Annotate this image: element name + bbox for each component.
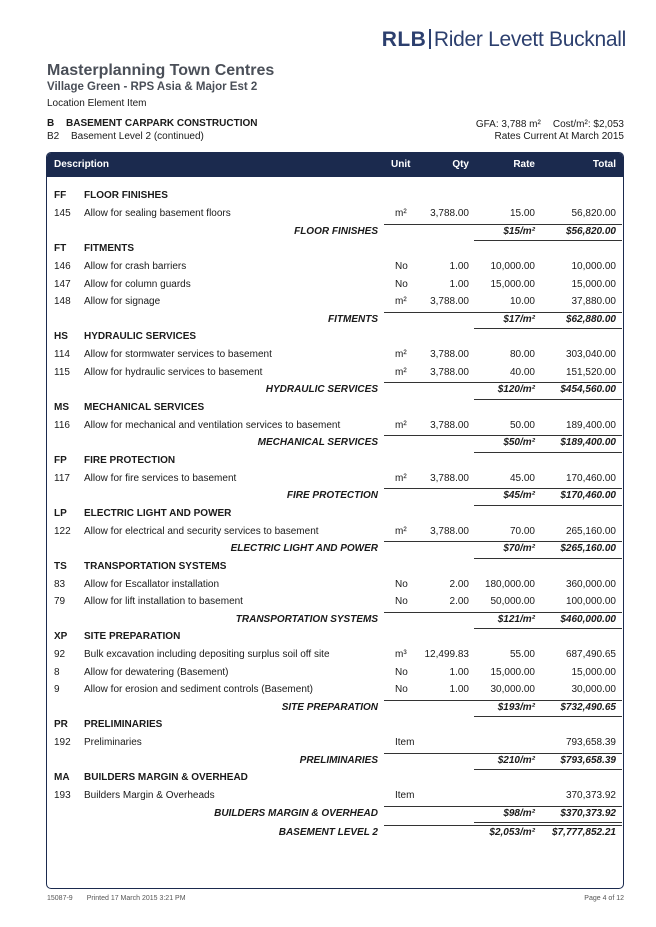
item-total: 170,460.00	[565, 472, 616, 484]
item-unit: m²	[395, 349, 407, 360]
subtotal-total: $460,000.00	[560, 613, 616, 625]
item-description: Allow for column guards	[84, 278, 191, 290]
item-description: Allow for stormwater services to basement	[84, 349, 272, 360]
group-name: FIRE PROTECTION	[84, 454, 176, 466]
group-subtotal	[47, 382, 623, 400]
group-code: FF	[54, 190, 67, 201]
item-number: 83	[54, 578, 66, 590]
subtotal-label: MECHANICAL SERVICES	[257, 437, 378, 448]
page-number: Page 4 of 12	[584, 895, 624, 902]
column-header-total: Total	[592, 159, 616, 170]
subtotal-label: HYDRAULIC SERVICES	[265, 384, 378, 395]
item-total: 189,400.00	[565, 419, 616, 431]
item-qty: 3,788.00	[430, 472, 469, 484]
item-rate: 15,000.00	[490, 278, 535, 290]
group-heading	[47, 329, 623, 347]
item-total: 100,000.00	[565, 596, 616, 607]
group-code: TS	[54, 560, 67, 572]
group-name: SITE PREPARATION	[84, 631, 181, 642]
group-subtotal	[47, 700, 623, 718]
item-number: 117	[54, 472, 70, 484]
item-total: 15,000.00	[571, 666, 616, 678]
subtotal-label: SITE PREPARATION	[281, 701, 378, 713]
item-description: Builders Margin & Overheads	[84, 790, 215, 801]
item-qty: 2.00	[449, 596, 469, 607]
subtotal-rate: $15/m²	[503, 225, 535, 237]
group-subtotal	[47, 753, 623, 771]
subtotal-total: $454,560.00	[560, 384, 616, 395]
item-unit: m²	[395, 472, 407, 484]
subtotal-rate: $193/m²	[497, 701, 535, 713]
item-unit: No	[395, 596, 408, 607]
report-title: Masterplanning Town Centres	[47, 62, 275, 79]
item-unit: m²	[395, 366, 407, 378]
group-subtotal	[47, 806, 623, 824]
table-row	[47, 277, 623, 295]
item-qty: 3,788.00	[430, 525, 469, 537]
item-unit: m²	[395, 419, 407, 431]
group-name: MECHANICAL SERVICES	[84, 401, 205, 413]
group-heading	[47, 559, 623, 577]
group-name: ELECTRIC LIGHT AND POWER	[84, 507, 232, 519]
table-header	[47, 153, 623, 177]
item-total: 265,160.00	[565, 525, 616, 537]
subtotal-rate: $45/m²	[503, 490, 535, 501]
item-description: Allow for lift installation to basement	[84, 596, 243, 607]
item-description: Allow for signage	[84, 296, 161, 307]
item-qty: 1.00	[449, 684, 469, 695]
item-qty: 3,788.00	[430, 296, 469, 307]
item-rate: 15,000.00	[490, 666, 535, 678]
group-subtotal	[47, 541, 623, 559]
group-code: MA	[54, 772, 70, 783]
item-number: 79	[54, 596, 66, 607]
table-row	[47, 682, 623, 700]
item-description: Allow for hydraulic services to basement	[84, 366, 263, 378]
table-row	[47, 418, 623, 436]
subtotal-rate: $120/m²	[497, 384, 535, 395]
item-rate: 15.00	[509, 208, 535, 219]
subtotal-label: BUILDERS MARGIN & OVERHEAD	[214, 807, 378, 819]
item-rate: 40.00	[509, 366, 535, 378]
subtotal-rate: $50/m²	[503, 437, 535, 448]
subtotal-rate: $121/m²	[497, 613, 535, 625]
table-row	[47, 647, 623, 665]
subtotal-total: $732,490.65	[560, 701, 616, 713]
item-total: 37,880.00	[571, 296, 616, 307]
group-heading	[47, 188, 623, 206]
item-unit: Item	[395, 737, 415, 748]
location-line: Location Element Item	[47, 98, 147, 109]
table-row	[47, 735, 623, 753]
item-description: Allow for crash barriers	[84, 261, 187, 272]
table-row	[47, 665, 623, 683]
subsection-heading: B2 Basement Level 2 (continued)	[47, 131, 204, 142]
item-unit: m²	[395, 525, 407, 537]
item-number: 8	[54, 666, 60, 678]
item-rate: 55.00	[509, 649, 535, 660]
item-rate: 45.00	[509, 472, 535, 484]
item-description: Allow for fire services to basement	[84, 472, 237, 484]
column-header-rate: Rate	[513, 159, 535, 170]
table-row	[47, 594, 623, 612]
section-heading: B BASEMENT CARPARK CONSTRUCTION	[47, 118, 258, 129]
grand-total	[47, 825, 623, 843]
item-rate: 70.00	[509, 525, 535, 537]
item-rate: 180,000.00	[484, 578, 535, 590]
rates-current: Rates Current At March 2015	[494, 131, 624, 142]
item-description: Bulk excavation including depositing surplus soil off site	[84, 649, 330, 660]
item-total: 56,820.00	[571, 208, 616, 219]
subtotal-rate: $210/m²	[497, 754, 535, 766]
item-description: Preliminaries	[84, 737, 142, 748]
item-total: 30,000.00	[571, 684, 616, 695]
group-name: HYDRAULIC SERVICES	[84, 331, 197, 342]
subtotal-rate: $70/m²	[503, 543, 535, 554]
group-code: LP	[54, 507, 67, 519]
item-rate: 10.00	[509, 296, 535, 307]
gfa-cost-summary: GFA: 3,788 m² Cost/m²: $2,053	[475, 119, 624, 130]
table-row	[47, 365, 623, 383]
table-body	[47, 177, 623, 843]
item-number: 115	[54, 366, 70, 378]
item-number: 146	[54, 261, 71, 272]
group-subtotal	[47, 488, 623, 506]
item-description: Allow for Escallator installation	[84, 578, 220, 590]
group-heading	[47, 717, 623, 735]
subtotal-label: PRELIMINARIES	[299, 754, 378, 766]
item-qty: 1.00	[449, 278, 469, 290]
item-number: 122	[54, 525, 71, 537]
item-number: 193	[54, 790, 71, 801]
item-description: Allow for electrical and security services to basement	[84, 525, 319, 537]
item-total: 687,490.65	[565, 649, 616, 660]
item-total: 303,040.00	[565, 349, 616, 360]
table-row	[47, 259, 623, 277]
column-header-description: Description	[54, 159, 110, 170]
table-row	[47, 347, 623, 365]
item-unit: No	[395, 578, 408, 590]
grand-total-label: BASEMENT LEVEL 2	[278, 827, 378, 838]
document-id: 15087-9	[47, 895, 73, 902]
item-number: 114	[54, 349, 70, 360]
group-subtotal	[47, 612, 623, 630]
group-name: TRANSPORTATION SYSTEMS	[84, 560, 227, 572]
group-heading	[47, 629, 623, 647]
group-name: FITMENTS	[84, 243, 134, 254]
item-total: 370,373.92	[565, 790, 616, 801]
group-heading	[47, 400, 623, 418]
item-number: 92	[54, 649, 66, 660]
subtotal-total: $189,400.00	[560, 437, 616, 448]
item-number: 9	[54, 684, 60, 695]
item-qty: 2.00	[449, 578, 469, 590]
group-subtotal	[47, 435, 623, 453]
item-unit: m³	[395, 649, 407, 660]
item-qty: 3,788.00	[430, 419, 469, 431]
group-heading	[47, 241, 623, 259]
item-qty: 3,788.00	[430, 208, 469, 219]
subtotal-label: FITMENTS	[328, 313, 378, 325]
item-rate: 80.00	[509, 349, 535, 360]
item-total: 151,520.00	[565, 366, 616, 378]
subtotal-total: $56,820.00	[565, 225, 616, 237]
item-unit: No	[395, 666, 408, 678]
item-number: 192	[54, 737, 71, 748]
item-rate: 50.00	[509, 419, 535, 431]
table-row	[47, 206, 623, 224]
table-row	[47, 294, 623, 312]
grand-total-rate: $2,053/m²	[489, 827, 535, 838]
table-row	[47, 788, 623, 806]
subtotal-total: $170,460.00	[560, 490, 616, 501]
item-qty: 3,788.00	[430, 366, 469, 378]
subtotal-total: $62,880.00	[565, 313, 616, 325]
printed-date: Printed 17 March 2015 3:21 PM	[86, 895, 186, 902]
group-code: MS	[54, 401, 69, 413]
company-logo: RLB Rider Levett Bucknall	[381, 28, 626, 51]
group-code: HS	[54, 331, 68, 342]
table-row	[47, 471, 623, 489]
subtotal-label: FLOOR FINISHES	[294, 225, 378, 237]
group-code: XP	[54, 631, 68, 642]
item-unit: No	[395, 278, 408, 290]
item-qty: 1.00	[449, 666, 469, 678]
subtotal-rate: $98/m²	[503, 807, 535, 819]
item-qty: 3,788.00	[430, 349, 469, 360]
group-name: FLOOR FINISHES	[84, 190, 168, 201]
subtotal-rate: $17/m²	[503, 313, 535, 325]
subtotal-label: ELECTRIC LIGHT AND POWER	[230, 543, 378, 554]
item-total: 15,000.00	[571, 278, 616, 290]
item-description: Allow for mechanical and ventilation services to basement	[84, 419, 341, 431]
subtotal-total: $793,658.39	[560, 754, 616, 766]
group-subtotal	[47, 312, 623, 330]
item-number: 148	[54, 296, 71, 307]
item-number: 145	[54, 208, 71, 219]
subtotal-label: FIRE PROTECTION	[286, 490, 378, 501]
item-total: 360,000.00	[565, 578, 616, 590]
item-number: 147	[54, 278, 71, 290]
item-description: Allow for erosion and sediment controls (Basement)	[84, 684, 313, 695]
item-rate: 10,000.00	[490, 261, 535, 272]
table-row	[47, 524, 623, 542]
item-total: 793,658.39	[565, 737, 616, 748]
group-code: PR	[54, 719, 68, 730]
item-description: Allow for dewatering (Basement)	[84, 666, 229, 678]
group-code: FP	[54, 454, 67, 466]
group-code: FT	[54, 243, 67, 254]
grand-total-amount: $7,777,852.21	[552, 827, 616, 838]
group-subtotal	[47, 224, 623, 242]
group-name: PRELIMINARIES	[84, 719, 163, 730]
group-heading	[47, 770, 623, 788]
item-qty: 1.00	[449, 261, 469, 272]
group-heading	[47, 506, 623, 524]
item-qty: 12,499.83	[424, 649, 469, 660]
item-unit: m²	[395, 208, 407, 219]
subtotal-label: TRANSPORTATION SYSTEMS	[235, 613, 378, 625]
item-unit: No	[395, 261, 408, 272]
cost-table	[46, 152, 624, 889]
item-rate: 30,000.00	[490, 684, 535, 695]
table-row	[47, 577, 623, 595]
item-total: 10,000.00	[571, 261, 616, 272]
item-unit: Item	[395, 790, 415, 801]
column-header-qty: Qty	[452, 159, 469, 170]
report-subtitle: Village Green - RPS Asia & Major Est 2	[47, 81, 258, 93]
column-header-unit: Unit	[391, 159, 411, 170]
item-rate: 50,000.00	[490, 596, 535, 607]
subtotal-total: $265,160.00	[560, 543, 616, 554]
item-unit: No	[395, 684, 408, 695]
subtotal-total: $370,373.92	[560, 807, 616, 819]
item-unit: m²	[395, 296, 407, 307]
group-name: BUILDERS MARGIN & OVERHEAD	[84, 772, 248, 783]
item-description: Allow for sealing basement floors	[84, 208, 231, 219]
group-heading	[47, 453, 623, 471]
item-number: 116	[54, 419, 70, 431]
